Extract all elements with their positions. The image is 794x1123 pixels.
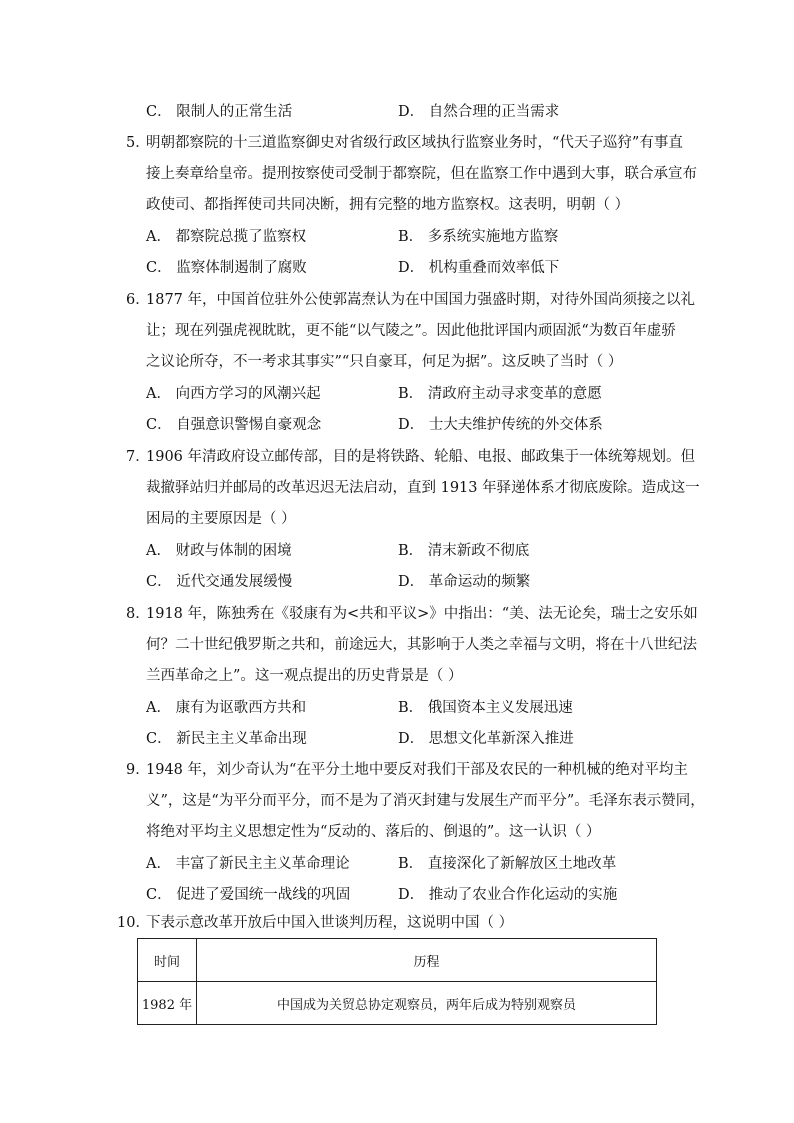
- q7-option-c[interactable]: C． 近代交通发展缓慢: [146, 574, 293, 590]
- q10-table-cell-process: 中国成为关贸总协定观察员，两年后成为特别观察员: [197, 982, 657, 1025]
- q8-option-b[interactable]: B． 俄国资本主义发展迅速: [398, 700, 573, 716]
- q9-options-row-2: [146, 885, 706, 905]
- q9-line-1: 1948 年，刘少奇认为“在平分土地中要反对我们干部及农民的一种机械的绝对平均主: [146, 762, 688, 778]
- q10-table-header-row: [138, 939, 657, 982]
- q6-option-c[interactable]: C． 自强意识警惕自豪观念: [146, 417, 322, 433]
- q6-options-row-2: [146, 415, 706, 435]
- q9-line-2: 义”，这是“为平分而平分，而不是为了消灭封建与发展生产而平分”。毛泽东表示赞同，: [146, 793, 705, 809]
- q10-table-cell-time: 1982 年: [138, 982, 197, 1025]
- q6-option-b[interactable]: B． 清政府主动寻求变革的意愿: [398, 386, 602, 402]
- q6-line-2: 让；现在列强虎视眈眈，更不能“以气陵之”。因此他批评国内顽固派“为数百年虚骄: [146, 323, 676, 339]
- q5-line-2: 接上奏章给皇帝。提刑按察使司受制于都察院，但在监察工作中遇到大事，联合承宣布: [146, 166, 697, 182]
- q7-option-b[interactable]: B． 清末新政不彻底: [398, 543, 530, 559]
- q6-option-a[interactable]: A． 向西方学习的风潮兴起: [146, 386, 321, 402]
- q4-option-c[interactable]: C． 限制人的正常生活: [146, 104, 293, 120]
- q10-table-header-time: 时间: [138, 939, 197, 982]
- q7-option-a[interactable]: A． 财政与体制的困境: [146, 543, 292, 559]
- q5-option-c[interactable]: C． 监察体制遏制了腐败: [146, 260, 307, 276]
- q6-line-3: 之议论所夺，不一考求其事实”“只自豪耳，何足为据”。这反映了当时（ ）: [146, 354, 623, 370]
- q4-options-row-2: [146, 102, 706, 122]
- q8-line-1: 1918 年，陈独秀在《驳康有为<共和平议>》中指出：“美、法无论矣，瑞士之安乐如: [146, 606, 698, 622]
- q7-line-1: 1906 年清政府设立邮传部，目的是将铁路、轮船、电报、邮政集于一体统筹规划。但: [146, 449, 696, 465]
- q10-table-header-process: 历程: [197, 939, 657, 982]
- q9-number: 9．: [126, 762, 150, 778]
- q4-option-d[interactable]: D． 自然合理的正当需求: [398, 104, 560, 120]
- q8-option-a[interactable]: A． 康有为讴歌西方共和: [146, 700, 307, 716]
- q6-options-row-1: [146, 384, 706, 404]
- q6-line-1: 1877 年，中国首位驻外公使郭嵩焘认为在中国国力强盛时期，对待外国尚须接之以礼: [146, 292, 696, 308]
- table-row: [138, 982, 657, 1025]
- q5-number: 5．: [126, 135, 150, 151]
- q5-option-a[interactable]: A． 都察院总揽了监察权: [146, 229, 307, 245]
- q5-option-b[interactable]: B． 多系统实施地方监察: [398, 229, 559, 245]
- q5-line-3: 政使司、都指挥使司共同决断，拥有完整的地方监察权。这表明，明朝（ ）: [146, 197, 630, 213]
- q10-table: [137, 938, 657, 1025]
- q5-line-1: 明朝都察院的十三道监察御史对省级行政区域执行监察业务时，“代天子巡狩”有事直: [146, 135, 683, 151]
- q8-option-c[interactable]: C． 新民主主义革命出现: [146, 731, 307, 747]
- q9-options-row-1: [146, 854, 706, 874]
- q9-option-c[interactable]: C． 促进了爱国统一战线的巩固: [146, 887, 351, 903]
- q9-line-3: 将绝对平均主义思想定性为“反动的、落后的、倒退的”。这一认识（ ）: [146, 824, 601, 840]
- q9-option-b[interactable]: B． 直接深化了新解放区土地改革: [398, 856, 617, 872]
- q8-option-d[interactable]: D． 思想文化革新深入推进: [398, 731, 574, 747]
- q6-option-d[interactable]: D． 士大夫维护传统的外交体系: [398, 417, 603, 433]
- q9-option-a[interactable]: A． 丰富了新民主主义革命理论: [146, 856, 350, 872]
- q8-line-2: 何？二十世纪俄罗斯之共和，前途远大，其影响于人类之幸福与文明，将在十八世纪法: [146, 637, 697, 653]
- q7-line-2: 裁撤驿站归并邮局的改革迟迟无法启动，直到 1913 年驿递体系才彻底废除。造成这一: [146, 480, 700, 496]
- q5-options-row-1: [146, 227, 706, 247]
- q10-line-1: 下表示意改革开放后中国入世谈判历程，这说明中国（ ）: [146, 915, 514, 931]
- q8-options-row-1: [146, 698, 706, 718]
- q8-line-3: 兰西革命之上”。这一观点提出的历史背景是（ ）: [146, 668, 463, 684]
- q7-option-d[interactable]: D． 革命运动的频繁: [398, 574, 531, 590]
- q10-number: 10．: [117, 915, 150, 931]
- q6-number: 6．: [126, 292, 150, 308]
- q9-option-d[interactable]: D． 推动了农业合作化运动的实施: [398, 887, 618, 903]
- q7-options-row-1: [146, 541, 706, 561]
- q7-options-row-2: [146, 572, 706, 592]
- q8-number: 8．: [126, 606, 150, 622]
- q8-options-row-2: [146, 729, 706, 749]
- q7-line-3: 困局的主要原因是（ ）: [146, 511, 296, 527]
- q5-options-row-2: [146, 258, 706, 278]
- q5-option-d[interactable]: D． 机构重叠而效率低下: [398, 260, 560, 276]
- q7-number: 7．: [126, 449, 150, 465]
